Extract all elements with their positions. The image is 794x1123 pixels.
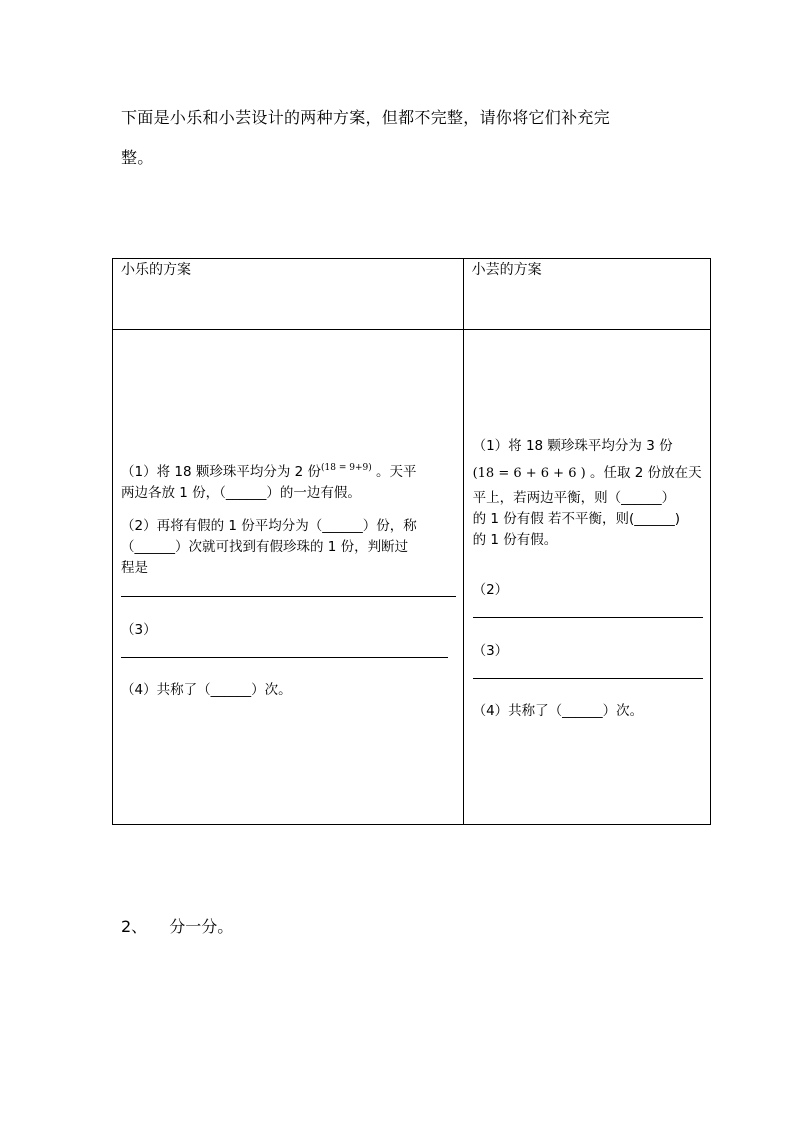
left-step-1-equation: (18 = 9+9) xyxy=(321,463,372,473)
intro-line-2: 整。 xyxy=(121,148,154,167)
left-step-1 xyxy=(121,458,417,504)
left-step-2-text-b: （______）次就可找到有假珍珠的 1 份，判断过 xyxy=(121,539,409,555)
header-cell-left xyxy=(113,259,464,330)
left-step-2 xyxy=(121,516,417,579)
left-answer-line-2 xyxy=(121,657,448,658)
intro-paragraph xyxy=(121,98,721,178)
right-step-4: （4）共称了（______）次。 xyxy=(472,703,644,719)
right-step-1-equation: (18 = 6 + 6 + 6 ) xyxy=(472,466,586,481)
right-step-1-text-c: 平上，若两边平衡，则（______） xyxy=(472,490,676,506)
left-step-4: （4）共称了（______）次。 xyxy=(121,682,292,698)
left-step-3: （3） xyxy=(121,622,157,638)
header-right-label: 小芸的方案 xyxy=(471,262,542,278)
table-body-row xyxy=(113,330,711,825)
right-answer-line-1 xyxy=(473,617,703,618)
right-step-1-text-e: 的 1 份有假。 xyxy=(472,532,558,548)
header-cell-right xyxy=(463,259,710,330)
right-step-1 xyxy=(473,436,702,551)
left-answer-line-1 xyxy=(121,596,456,597)
right-step-3: （3） xyxy=(472,643,509,659)
question-2-number: 2、 xyxy=(121,917,148,936)
question-2 xyxy=(121,914,233,937)
right-step-2: （2） xyxy=(472,582,509,598)
left-plan-cell xyxy=(113,330,464,825)
left-step-2-text-a: （2）再将有假的 1 份平均分为（______）份，称 xyxy=(121,518,417,534)
right-step-1-text-d: 的 1 份有假 若不平衡，则(______) xyxy=(472,511,681,527)
question-2-text: 分一分。 xyxy=(169,917,234,936)
header-left-label: 小乐的方案 xyxy=(121,262,191,278)
left-step-1-text-c: 两边各放 1 份，（______）的一边有假。 xyxy=(121,485,361,501)
right-answer-line-2 xyxy=(473,678,703,679)
left-step-1-text-a: （1）将 18 颗珍珠平均分为 2 份 xyxy=(121,464,322,480)
intro-line-1: 下面是小乐和小芸设计的两种方案，但都不完整，请你将它们补充完 xyxy=(121,108,611,127)
right-step-1-text-a: （1）将 18 颗珍珠平均分为 3 份 xyxy=(472,438,673,454)
left-step-2-text-c: 程是 xyxy=(121,560,148,576)
plans-table xyxy=(112,258,711,825)
right-plan-cell xyxy=(463,330,710,825)
left-step-1-text-b: 。天平 xyxy=(371,464,417,480)
right-step-1-text-b: 。任取 2 份放在天 xyxy=(585,465,702,481)
table-header-row xyxy=(113,259,711,330)
